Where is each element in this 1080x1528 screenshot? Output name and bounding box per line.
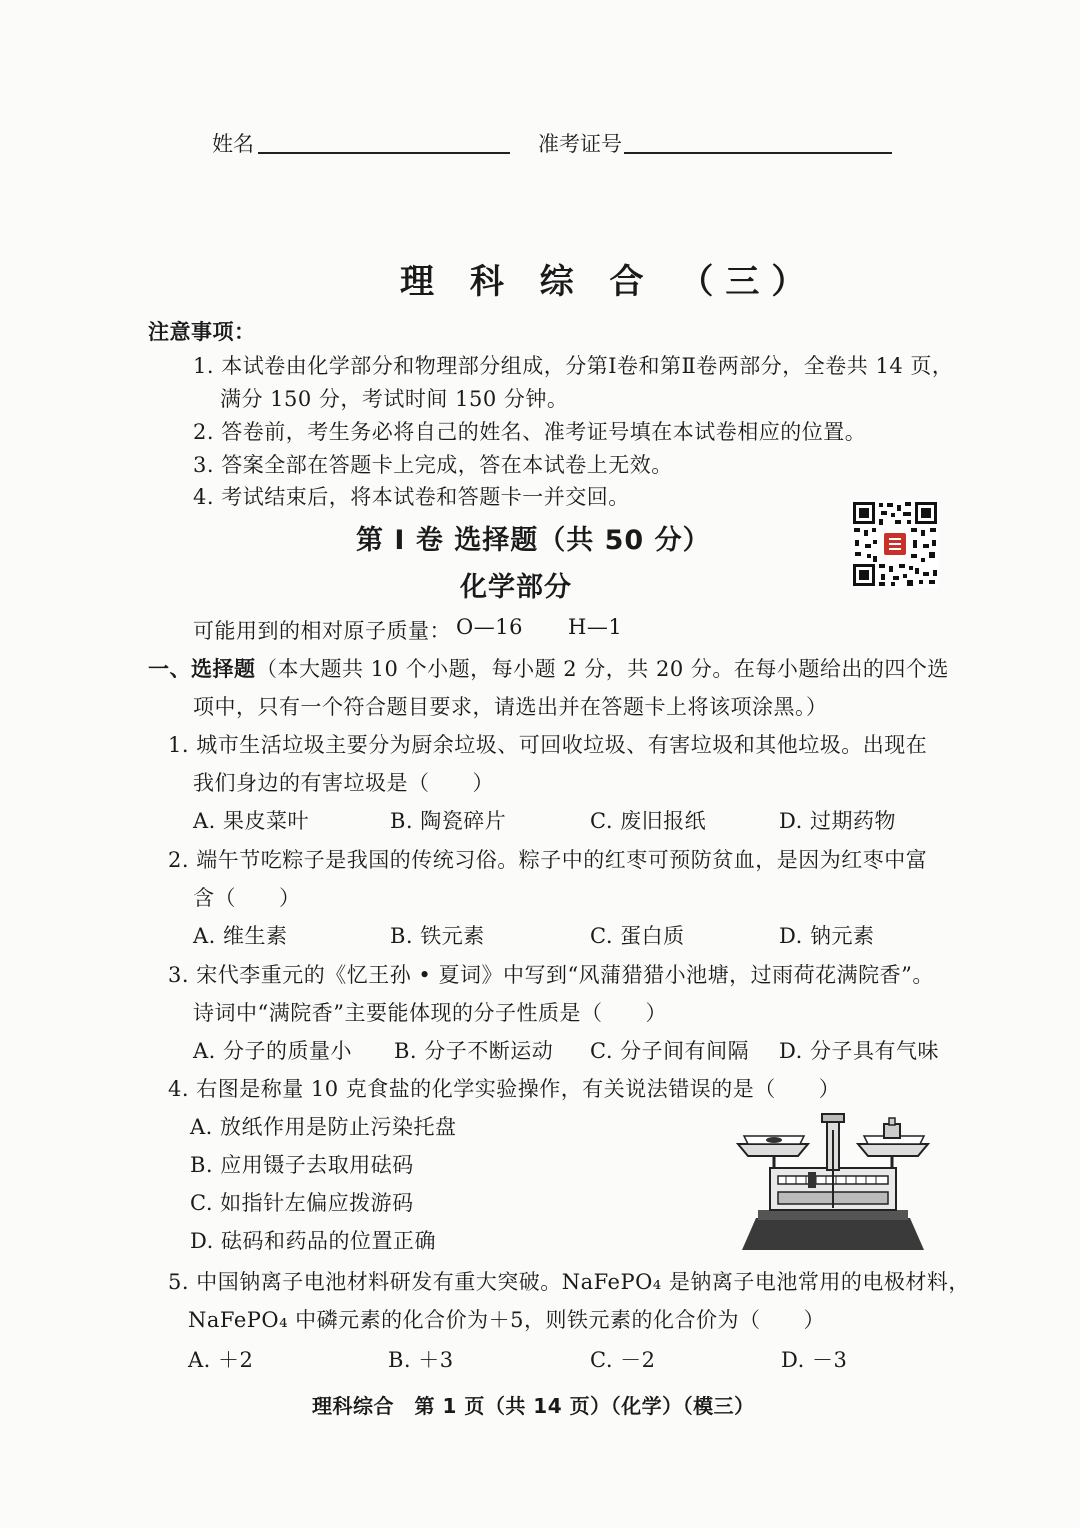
q5-option-d: D. －3 (781, 1348, 848, 1372)
atomic-mass-h: H—1 (568, 615, 623, 639)
page-footer: 理科综合 第 1 页（共 14 页）（化学）（模三） (312, 1394, 755, 1418)
atomic-mass-label: 可能用到的相对原子质量： (193, 619, 451, 643)
q5-option-a: A. ＋2 (188, 1348, 254, 1372)
q5-stem-line1: 5. 中国钠离子电池材料研发有重大突破。NaFePO₄ 是钠离子电池常用的电极材料， (168, 1270, 970, 1294)
part-one-desc-2: 项中，只有一个符合题目要求，请选出并在答题卡上将该项涂黑。） (193, 695, 828, 719)
notice-item-3: 3. 答案全部在答题卡上完成，答在本试卷上无效。 (193, 453, 673, 477)
notice-item-4: 4. 考试结束后，将本试卷和答题卡一并交回。 (193, 485, 630, 509)
q1-option-a: A. 果皮菜叶 (193, 809, 310, 833)
q4-option-a: A. 放纸作用是防止污染托盘 (190, 1115, 457, 1139)
q3-stem-line2: 诗词中“满院香”主要能体现的分子性质是（ ） (193, 1001, 667, 1025)
qr-code-icon (851, 500, 939, 588)
q1-stem-line2: 我们身边的有害垃圾是（ ） (193, 771, 494, 795)
part-one-desc-1: （本大题共 10 个小题，每小题 2 分，共 20 分。在每小题给出的四个选 (256, 657, 949, 681)
q5-stem-line2: NaFePO₄ 中磷元素的化合价为＋5，则铁元素的化合价为（ ） (188, 1308, 826, 1332)
q5-option-c: C. －2 (590, 1348, 656, 1372)
notice-item-2: 2. 答卷前，考生务必将自己的姓名、准考证号填在本试卷相应的位置。 (193, 420, 867, 444)
q1-option-d: D. 过期药物 (779, 809, 896, 833)
name-label: 姓名 (212, 132, 254, 156)
q1-option-c: C. 废旧报纸 (590, 809, 707, 833)
q2-stem-line1: 2. 端午节吃粽子是我国的传统习俗。粽子中的红枣可预防贫血，是因为红枣中富 (168, 848, 928, 872)
section-title: 第 I 卷 选择题（共 50 分） (356, 525, 711, 556)
exam-id-label: 准考证号 (538, 132, 622, 156)
q3-option-a: A. 分子的质量小 (193, 1039, 353, 1063)
q5-option-b: B. ＋3 (388, 1348, 454, 1372)
notice-heading: 注意事项： (148, 320, 256, 344)
q2-option-d: D. 钠元素 (779, 924, 875, 948)
q1-option-b: B. 陶瓷碎片 (390, 809, 507, 833)
q2-stem-line2: 含（ ） (193, 886, 301, 910)
page-title: 理 科 综 合 （三） (400, 262, 818, 302)
subject-title: 化学部分 (460, 572, 572, 603)
name-field[interactable] (258, 152, 510, 154)
q4-stem: 4. 右图是称量 10 克食盐的化学实验操作，有关说法错误的是（ ） (168, 1077, 841, 1101)
exam-id-field[interactable] (624, 152, 892, 154)
q2-option-b: B. 铁元素 (390, 924, 485, 948)
q1-stem-line1: 1. 城市生活垃圾主要分为厨余垃圾、可回收垃圾、有害垃圾和其他垃圾。出现在 (168, 733, 928, 757)
q2-option-c: C. 蛋白质 (590, 924, 685, 948)
q2-option-a: A. 维生素 (193, 924, 288, 948)
q3-option-c: C. 分子间有间隔 (590, 1039, 750, 1063)
q4-option-d: D. 砝码和药品的位置正确 (190, 1229, 436, 1253)
q4-option-b: B. 应用镊子去取用砝码 (190, 1153, 414, 1177)
notice-item-1-cont: 满分 150 分，考试时间 150 分钟。 (220, 387, 569, 411)
atomic-mass-o: O—16 (456, 615, 523, 639)
q4-option-c: C. 如指针左偏应拨游码 (190, 1191, 414, 1215)
balance-scale-illustration (734, 1110, 932, 1252)
q3-option-b: B. 分子不断运动 (394, 1039, 554, 1063)
notice-item-1: 1. 本试卷由化学部分和物理部分组成，分第Ⅰ卷和第Ⅱ卷两部分，全卷共 14 页， (193, 354, 954, 378)
part-one-heading: 一、选择题 (148, 657, 256, 681)
q3-stem-line1: 3. 宋代李重元的《忆王孙 • 夏词》中写到“风蒲猎猎小池塘，过雨荷花满院香”。 (168, 963, 934, 987)
q3-option-d: D. 分子具有气味 (779, 1039, 939, 1063)
